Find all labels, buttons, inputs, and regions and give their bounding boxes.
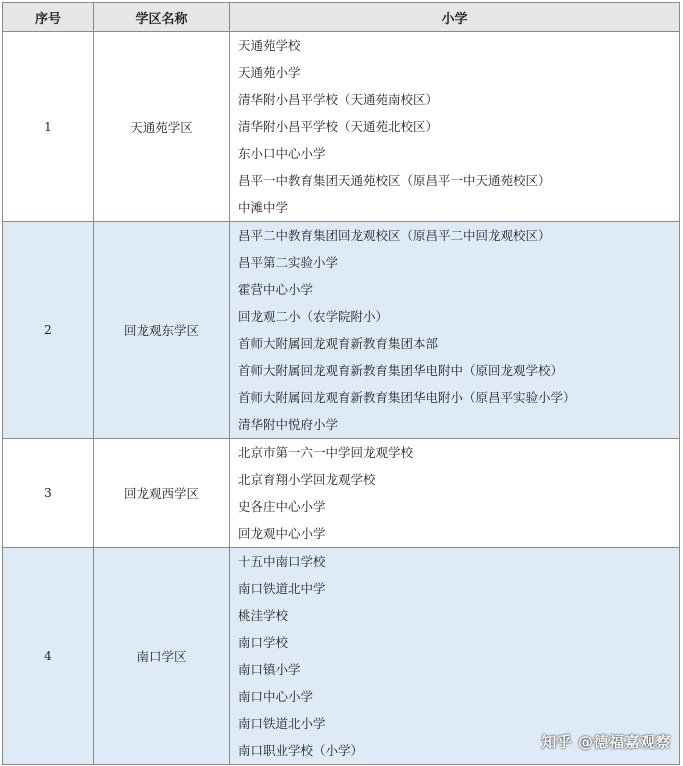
school-item: 南口镇小学 [238, 662, 301, 677]
school-item: 北京育翔小学回龙观学校 [238, 472, 376, 487]
header-seq: 序号 [3, 3, 94, 32]
table-row [3, 32, 680, 222]
table-row [3, 439, 680, 548]
row-district: 天通苑学区 [94, 32, 230, 222]
header-schools: 小学 [230, 3, 680, 32]
row-schools [230, 222, 680, 439]
school-item: 首师大附属回龙观育新教育集团华电附中（原回龙观学校） [238, 363, 564, 378]
school-item: 昌平一中教育集团天通苑校区（原昌平一中天通苑校区） [238, 173, 551, 188]
table-body [3, 32, 680, 765]
watermark: 知乎 @德福嘉观察 [541, 733, 671, 751]
school-district-table [2, 2, 680, 765]
school-item: 南口铁道北中学 [238, 581, 326, 596]
school-item: 昌平二中教育集团回龙观校区（原昌平二中回龙观校区） [238, 228, 551, 243]
school-item: 首师大附属回龙观育新教育集团本部 [238, 336, 439, 351]
school-item: 天通苑学校 [238, 38, 301, 53]
school-item: 史各庄中心小学 [238, 499, 326, 514]
school-item: 首师大附属回龙观育新教育集团华电附小（原昌平实验小学） [238, 390, 576, 405]
school-item: 回龙观中心小学 [238, 526, 326, 541]
school-item: 清华附小昌平学校（天通苑北校区） [238, 119, 439, 134]
row-district: 回龙观东学区 [94, 222, 230, 439]
row-seq: 1 [3, 32, 94, 222]
school-item: 霍营中心小学 [238, 282, 314, 297]
school-item: 十五中南口学校 [238, 554, 326, 569]
school-item: 清华附小昌平学校（天通苑南校区） [238, 92, 439, 107]
row-district: 南口学区 [94, 548, 230, 765]
row-district: 回龙观西学区 [94, 439, 230, 548]
school-item: 南口中心小学 [238, 689, 314, 704]
row-schools [230, 439, 680, 548]
school-item: 清华附中悦府小学 [238, 417, 339, 432]
table-row [3, 222, 680, 439]
school-item: 回龙观二小（农学院附小） [238, 309, 389, 324]
school-item: 天通苑小学 [238, 65, 301, 80]
school-item: 南口职业学校（小学） [238, 743, 364, 758]
school-item: 北京市第一六一中学回龙观学校 [238, 445, 414, 460]
school-item: 昌平第二实验小学 [238, 255, 339, 270]
row-seq: 2 [3, 222, 94, 439]
row-schools [230, 32, 680, 222]
school-item: 南口铁道北小学 [238, 716, 326, 731]
header-district: 学区名称 [94, 3, 230, 32]
school-item: 中滩中学 [238, 200, 289, 215]
header-row [3, 3, 680, 32]
row-seq: 3 [3, 439, 94, 548]
row-seq: 4 [3, 548, 94, 765]
school-item: 东小口中心小学 [238, 146, 326, 161]
school-item: 桃洼学校 [238, 608, 289, 623]
school-item: 南口学校 [238, 635, 289, 650]
